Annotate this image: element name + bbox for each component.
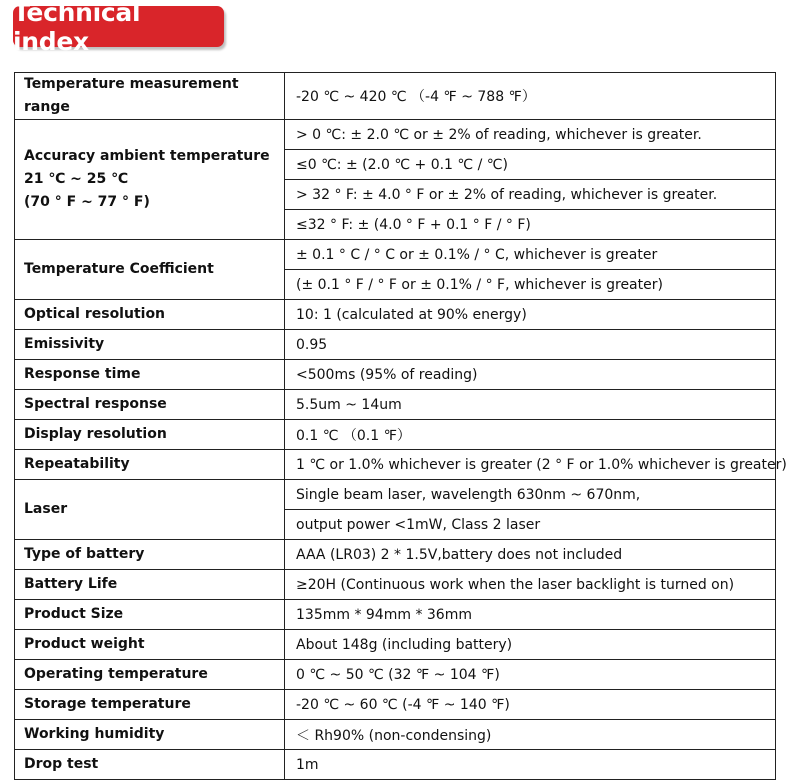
spec-label: Accuracy ambient temperature 21 ℃ ~ 25 ℃ (70 ° F ~ 77 ° F) (15, 120, 285, 240)
spec-row (15, 240, 776, 270)
spec-value: 5.5um ~ 14um (285, 390, 776, 420)
spec-value: 0.1 ℃ （0.1 ℉） (285, 420, 776, 450)
spec-value: 1 ℃ or 1.0% whichever is greater (2 ° F or 1.0% whichever is greater) (285, 450, 776, 480)
spec-value: ≤0 ℃: ± (2.0 ℃ + 0.1 ℃ / ℃) (285, 150, 776, 180)
spec-row (15, 73, 776, 120)
spec-row (15, 750, 776, 780)
spec-value: About 148g (including battery) (285, 630, 776, 660)
spec-label: Product weight (15, 630, 285, 660)
spec-value: 0 ℃ ~ 50 ℃ (32 ℉ ~ 104 ℉) (285, 660, 776, 690)
spec-value: > 32 ° F: ± 4.0 ° F or ± 2% of reading, whichever is greater. (285, 180, 776, 210)
spec-row (15, 390, 776, 420)
spec-value: ≤32 ° F: ± (4.0 ° F + 0.1 ° F / ° F) (285, 210, 776, 240)
spec-value: Single beam laser, wavelength 630nm ~ 670nm, (285, 480, 776, 510)
spec-label: Display resolution (15, 420, 285, 450)
spec-label: Drop test (15, 750, 285, 780)
spec-value: 0.95 (285, 330, 776, 360)
spec-table-body (15, 73, 787, 780)
spec-row (15, 720, 776, 750)
spec-label: Temperature measurement range (15, 73, 285, 120)
spec-row (15, 480, 776, 510)
spec-value: AAA (LR03) 2 * 1.5V,battery does not included (285, 540, 776, 570)
spec-label: Spectral response (15, 390, 285, 420)
spec-table (14, 72, 787, 780)
spec-row (15, 450, 776, 480)
spec-label: Working humidity (15, 720, 285, 750)
spec-label: Repeatability (15, 450, 285, 480)
spec-row (15, 540, 776, 570)
spec-row (15, 300, 776, 330)
spec-value: output power <1mW, Class 2 laser (285, 510, 776, 540)
spec-value: ＜ Rh90% (non-condensing) (285, 720, 776, 750)
spec-value: 1m (285, 750, 776, 780)
spec-value: ≥20H (Continuous work when the laser backlight is turned on) (285, 570, 776, 600)
spec-row (15, 660, 776, 690)
spec-label: Emissivity (15, 330, 285, 360)
spec-label: Product Size (15, 600, 285, 630)
spec-label: Battery Life (15, 570, 285, 600)
section-title: Technical index (13, 0, 141, 56)
spec-row (15, 630, 776, 660)
spec-row (15, 330, 776, 360)
spec-row (15, 600, 776, 630)
spec-row (15, 120, 776, 150)
spec-value: (± 0.1 ° F / ° F or ± 0.1% / ° F, whichever is greater) (285, 270, 776, 300)
spec-row (15, 570, 776, 600)
spec-value: <500ms (95% of reading) (285, 360, 776, 390)
spec-label: Response time (15, 360, 285, 390)
section-title-badge (13, 0, 224, 56)
spec-label: Storage temperature (15, 690, 285, 720)
spec-value: -20 ℃ ~ 60 ℃ (-4 ℉ ~ 140 ℉) (285, 690, 776, 720)
spec-value: > 0 ℃: ± 2.0 ℃ or ± 2% of reading, whichever is greater. (285, 120, 776, 150)
spec-row (15, 420, 776, 450)
spec-row (15, 360, 776, 390)
spec-value: 135mm * 94mm * 36mm (285, 600, 776, 630)
spec-label: Type of battery (15, 540, 285, 570)
spec-row (15, 690, 776, 720)
spec-label: Operating temperature (15, 660, 285, 690)
spec-value: ± 0.1 ° C / ° C or ± 0.1% / ° C, whichever is greater (285, 240, 776, 270)
spec-label: Laser (15, 480, 285, 540)
spec-label: Optical resolution (15, 300, 285, 330)
spec-value: 10: 1 (calculated at 90% energy) (285, 300, 776, 330)
spec-label: Temperature Coefficient (15, 240, 285, 300)
spec-value: -20 ℃ ~ 420 ℃ （-4 ℉ ~ 788 ℉） (285, 73, 776, 120)
